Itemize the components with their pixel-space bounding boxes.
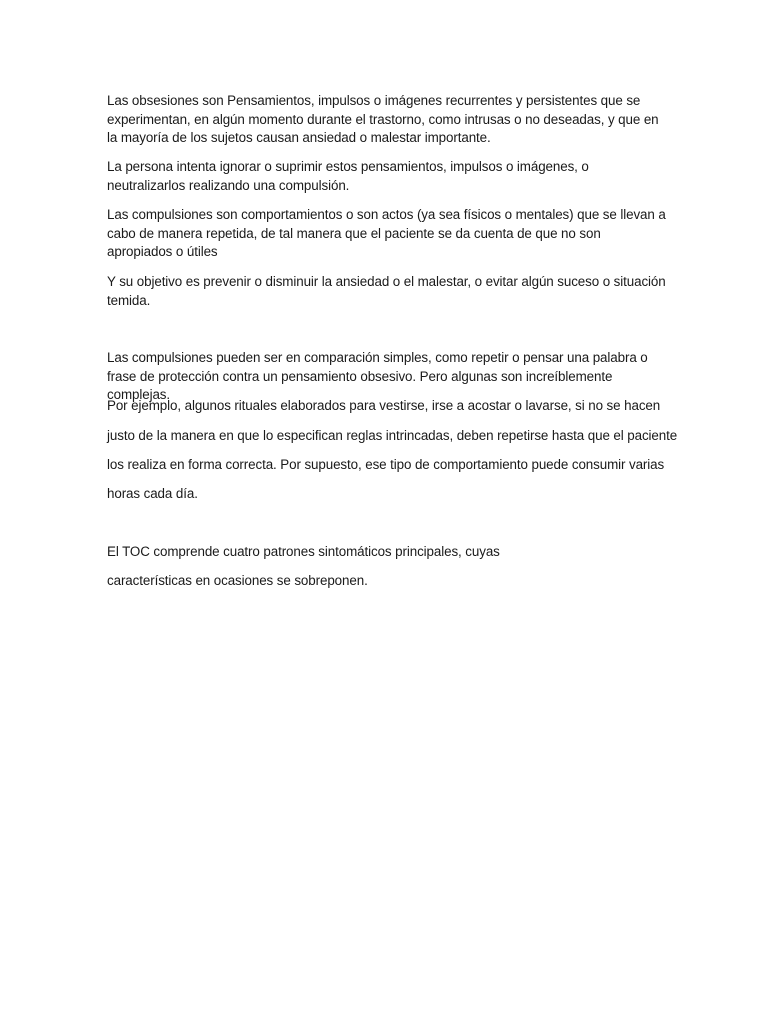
- line-rituals-4: horas cada día.: [107, 486, 198, 501]
- paragraph-compulsions-definition: Las compulsiones son comportamientos o son actos (ya sea físicos o mentales) que se llevan a cabo de manera repetida, de tal manera que el paciente se da cuenta de que no son apropiados o útiles: [107, 207, 666, 259]
- line-toc-1: El TOC comprende cuatro patrones sintomáticos principales, cuyas: [107, 544, 500, 559]
- line-rituals-1: Por ejemplo, algunos rituales elaborados para vestirse, irse a acostar o lavarse, si no se hacen: [107, 398, 661, 413]
- paragraph-compulsions-complexity: Las compulsiones pueden ser en comparación simples, como repetir o pensar una palabra o frase de protección contra un pensamiento obsesivo. Pero algunas son increíblemente complejas.: [107, 350, 648, 402]
- line-toc-2: características en ocasiones se sobreponen.: [107, 573, 368, 588]
- paragraph-objective: Y su objetivo es prevenir o disminuir la ansiedad o el malestar, o evitar algún suceso o situación temida.: [107, 274, 666, 308]
- line-rituals-2: justo de la manera en que lo especifican reglas intrincadas, deben repetirse hasta que el paciente: [107, 428, 678, 443]
- paragraph-obsessions-definition: Las obsesiones son Pensamientos, impulsos o imágenes recurrentes y persistentes que se experimentan, en algún momento durante el trastorno, como intrusas o no deseadas, y que en la mayoría de los sujetos causan ansiedad o malestar importante.: [107, 93, 659, 145]
- line-rituals-3: los realiza en forma correcta. Por supuesto, ese tipo de comportamiento puede consumir varias: [107, 457, 665, 472]
- paragraph-neutralize: La persona intenta ignorar o suprimir estos pensamientos, impulsos o imágenes, o neutralizarlos realizando una compulsión.: [107, 159, 589, 193]
